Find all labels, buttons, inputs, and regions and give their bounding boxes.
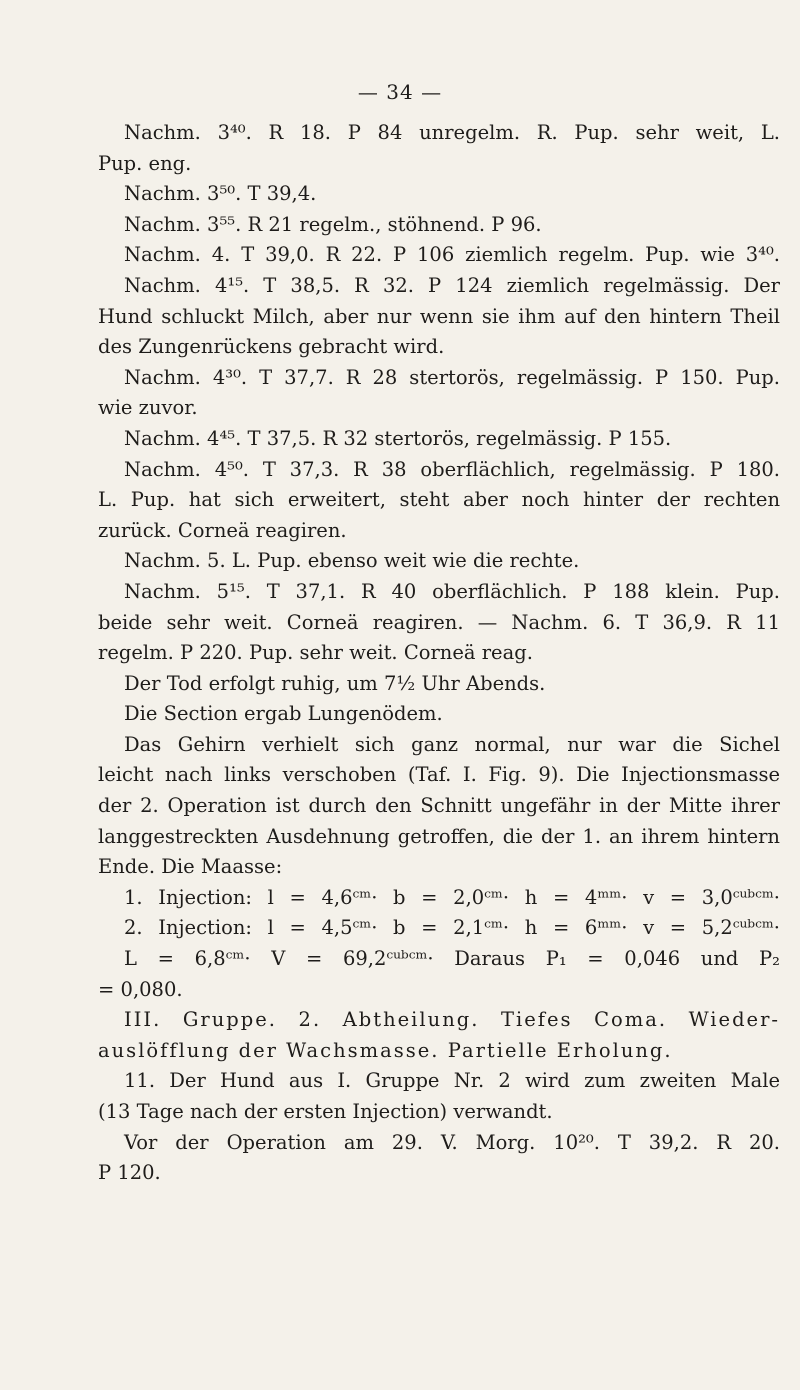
section-heading-line: III. Gruppe. 2. Abtheilung. Tiefes Coma. Wieder- (124, 1008, 780, 1032)
body-text (98, 118, 780, 1189)
text-line: beide sehr weit. Corneä reagiren. — Nachm. 6. T 36,9. R 11 (98, 610, 780, 634)
text-line: P 120. (98, 1161, 161, 1185)
text-line: der 2. Operation ist durch den Schnitt ungefähr in der Mitte ihrer (98, 794, 780, 818)
text-line: Nachm. 5¹⁵. T 37,1. R 40 oberflächlich. P 188 klein. Pup. (124, 579, 780, 603)
text-line: zurück. Corneä reagiren. (98, 518, 347, 542)
text-line: Ende. Die Maasse: (98, 855, 283, 879)
text-line: Nachm. 5. L. Pup. ebenso weit wie die rechte. (124, 549, 580, 573)
text-line: Nachm. 3⁵⁰. T 39,4. (124, 182, 317, 206)
text-line: leicht nach links verschoben (Taf. I. Fig. 9). Die Injectionsmasse (98, 763, 780, 787)
text-line: Nachm. 4⁵⁰. T 37,3. R 38 oberflächlich, regelmässig. P 180. (124, 457, 780, 481)
text-line: Pup. eng. (98, 151, 192, 175)
text-line: Nachm. 3⁵⁵. R 21 regelm., stöhnend. P 96. (124, 212, 542, 236)
text-line: Das Gehirn verhielt sich ganz normal, nur war die Sichel (124, 732, 780, 756)
text-line: Die Section ergab Lungenödem. (124, 702, 443, 726)
text-line: Nachm. 4⁴⁵. T 37,5. R 32 stertorös, regelmässig. P 155. (124, 426, 672, 450)
text-line: regelm. P 220. Pup. sehr weit. Corneä reag. (98, 641, 533, 665)
text-line: Nachm. 3⁴⁰. R 18. P 84 unregelm. R. Pup. sehr weit, L. (124, 121, 780, 144)
text-line: des Zungenrückens gebracht wird. (98, 335, 445, 359)
text-line: Nachm. 4³⁰. T 37,7. R 28 stertorös, regelmässig. P 150. Pup. (124, 365, 780, 389)
text-line: L = 6,8ᶜᵐ· V = 69,2ᶜᵘᵇᶜᵐ· Daraus P₁ = 0,046 und P₂ (124, 947, 780, 971)
text-line: wie zuvor. (98, 396, 198, 420)
text-line: Der Tod erfolgt ruhig, um 7½ Uhr Abends. (124, 671, 546, 695)
page-number: — 34 — (357, 80, 443, 104)
text-line: langgestreckten Ausdehnung getroffen, die der 1. an ihrem hintern (98, 824, 780, 848)
text-line: Vor der Operation am 29. V. Morg. 10²⁰. T 39,2. R 20. (124, 1130, 780, 1154)
text-line: 1. Injection: l = 4,6ᶜᵐ· b = 2,0ᶜᵐ· h = 4ᵐᵐ· v = 3,0ᶜᵘᵇᶜᵐ· (124, 885, 780, 909)
text-line: Nachm. 4. T 39,0. R 22. P 106 ziemlich regelm. Pup. wie 3⁴⁰. (124, 243, 780, 267)
text-line: (13 Tage nach der ersten Injection) verwandt. (98, 1100, 553, 1123)
text-line: Hund schluckt Milch, aber nur wenn sie ihm auf den hintern Theil (98, 304, 780, 328)
text-line: 2. Injection: l = 4,5ᶜᵐ· b = 2,1ᶜᵐ· h = 6ᵐᵐ· v = 5,2ᶜᵘᵇᶜᵐ· (124, 916, 780, 940)
text-line: L. Pup. hat sich erweitert, steht aber noch hinter der rechten (98, 488, 780, 512)
text-line: Nachm. 4¹⁵. T 38,5. R 32. P 124 ziemlich regelmässig. Der (124, 273, 780, 297)
text-line: 11. Der Hund aus I. Gruppe Nr. 2 wird zum zweiten Male (124, 1069, 780, 1093)
section-heading-line: auslöfflung der Wachsmasse. Partielle Erholung. (98, 1038, 673, 1062)
text-line: = 0,080. (98, 977, 183, 1001)
